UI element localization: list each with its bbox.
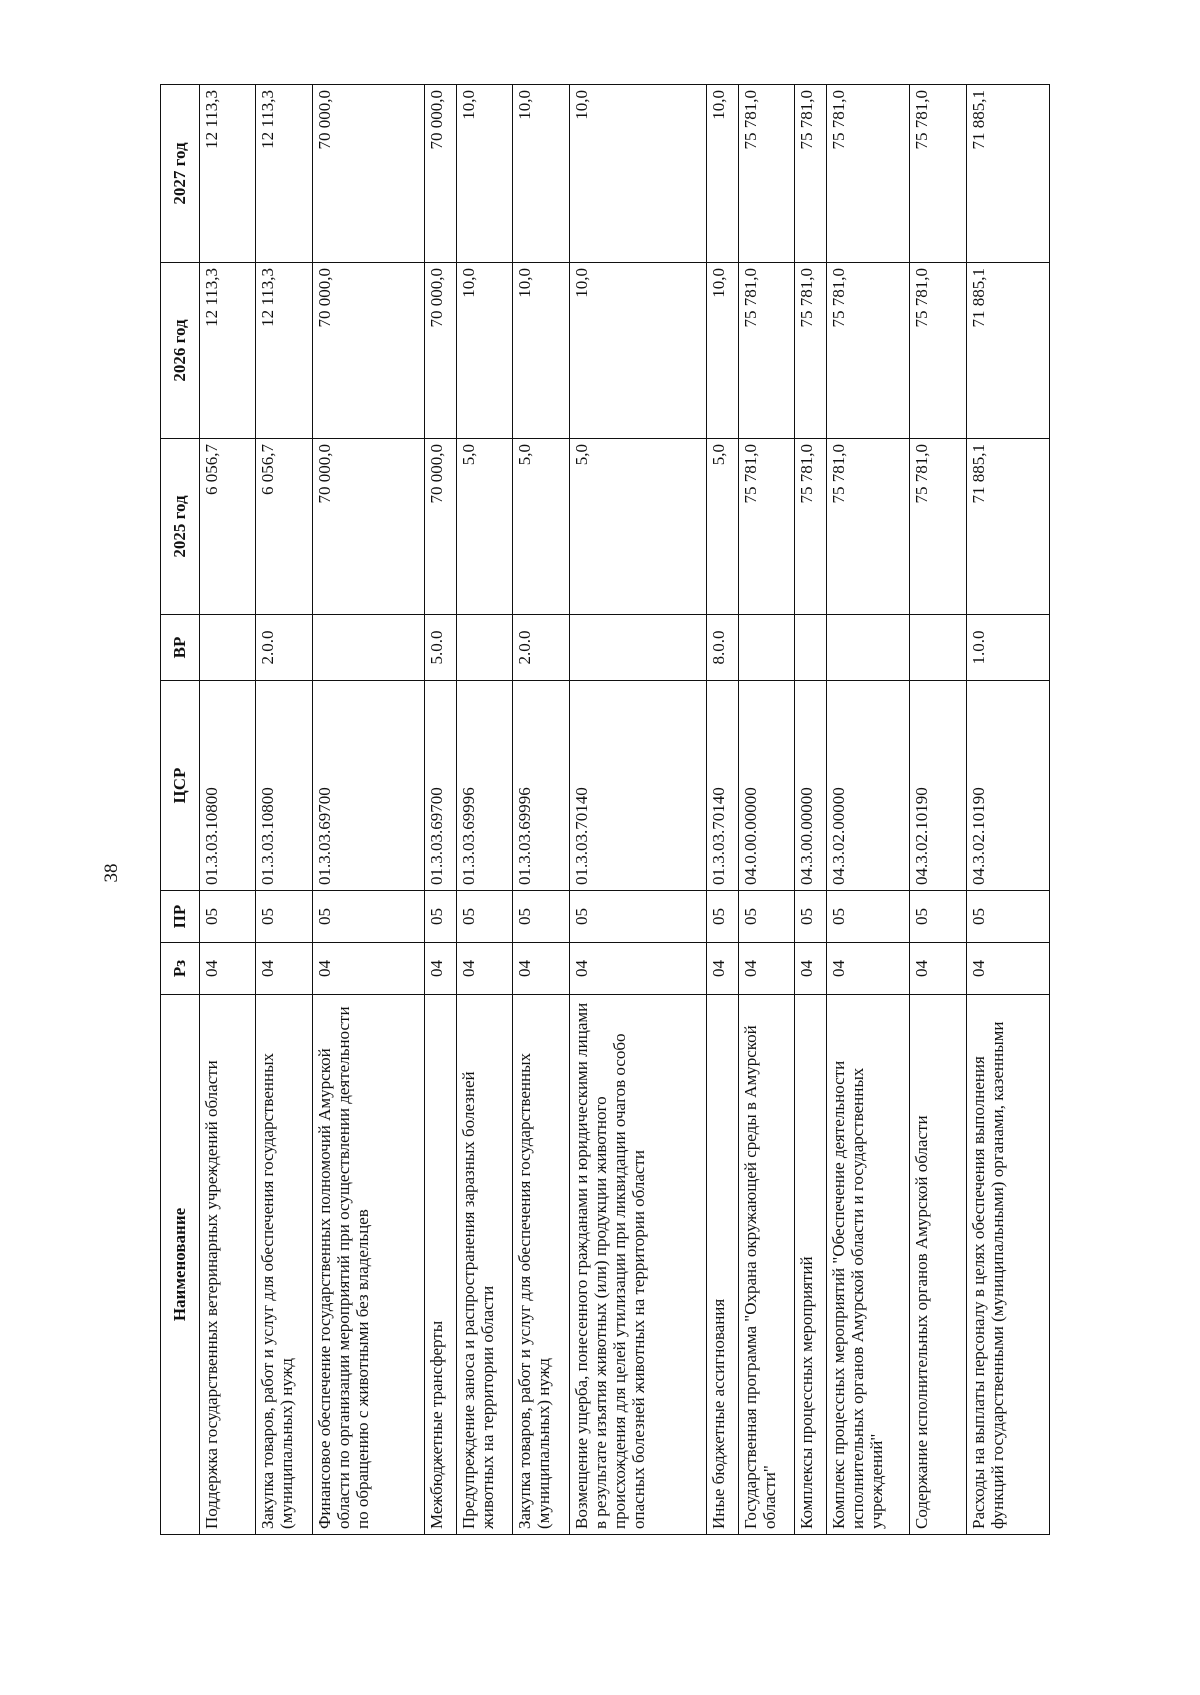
row-vr [826,615,909,681]
row-vr [569,615,707,681]
row-vr: 8.0.0 [707,615,739,681]
table-header-row [161,85,200,1535]
row-name: Комплекс процессных мероприятий "Обеспечение деятельности исполнительных органов Амурской области и государственных учреждений" [826,995,909,1535]
row-rz: 04 [513,943,569,995]
row-name: Финансовое обеспечение государственных полномочий Амурской области по организации мероприятий при осуществлении деятельности по обращению с животными без владельцев [312,995,425,1535]
row-rz: 04 [569,943,707,995]
row-name: Государственная программа "Охрана окружающей среды в Амурской области" [738,995,794,1535]
row-2027: 70 000,0 [312,85,425,263]
header-name: Наименование [161,995,200,1535]
row-csr: 01.3.03.69700 [425,681,457,891]
row-2025: 70 000,0 [425,439,457,615]
row-2025: 5,0 [707,439,739,615]
row-2025: 6 056,7 [200,439,256,615]
row-csr: 01.3.03.10800 [200,681,256,891]
row-2027: 10,0 [569,85,707,263]
table-row [707,85,739,1535]
header-pr: ПР [161,891,200,943]
row-name: Комплексы процессных мероприятий [795,995,827,1535]
row-name: Межбюджетные трансферты [425,995,457,1535]
row-2025: 5,0 [513,439,569,615]
row-csr: 01.3.03.70140 [569,681,707,891]
row-pr: 05 [312,891,425,943]
row-vr [738,615,794,681]
row-2027: 10,0 [513,85,569,263]
row-csr: 04.0.00.00000 [738,681,794,891]
header-2026: 2026 год [161,263,200,439]
row-2025: 71 885,1 [966,439,1050,615]
row-2025: 5,0 [569,439,707,615]
budget-table [160,84,1050,1535]
row-csr: 04.3.00.00000 [795,681,827,891]
row-2025: 70 000,0 [312,439,425,615]
row-pr: 05 [256,891,312,943]
row-name: Предупреждение заноса и распространения заразных болезней животных на территории области [457,995,513,1535]
row-csr: 04.3.02.10190 [910,681,966,891]
row-rz: 04 [738,943,794,995]
row-rz: 04 [826,943,909,995]
row-2025: 75 781,0 [826,439,909,615]
row-name: Поддержка государственных ветеринарных учреждений области [200,995,256,1535]
header-csr: ЦСР [161,681,200,891]
table-row [910,85,966,1535]
row-2027: 75 781,0 [826,85,909,263]
row-csr: 01.3.03.70140 [707,681,739,891]
row-2025: 75 781,0 [795,439,827,615]
table-row [795,85,827,1535]
row-pr: 05 [513,891,569,943]
row-2026: 10,0 [569,263,707,439]
row-vr [457,615,513,681]
row-csr: 01.3.03.69996 [513,681,569,891]
row-2026: 70 000,0 [312,263,425,439]
row-pr: 05 [826,891,909,943]
header-rz: Рз [161,943,200,995]
row-2025: 75 781,0 [738,439,794,615]
row-rz: 04 [795,943,827,995]
table-row [256,85,312,1535]
row-rz: 04 [457,943,513,995]
row-pr: 05 [966,891,1050,943]
row-2026: 10,0 [457,263,513,439]
row-2026: 71 885,1 [966,263,1050,439]
row-2026: 75 781,0 [738,263,794,439]
row-name: Иные бюджетные ассигнования [707,995,739,1535]
table-row [312,85,425,1535]
row-2027: 75 781,0 [738,85,794,263]
table-row [738,85,794,1535]
header-vr: ВР [161,615,200,681]
row-csr: 04.3.02.00000 [826,681,909,891]
row-csr: 04.3.02.10190 [966,681,1050,891]
row-pr: 05 [569,891,707,943]
row-2027: 10,0 [707,85,739,263]
table-row [200,85,256,1535]
table-row [513,85,569,1535]
row-pr: 05 [738,891,794,943]
row-2027: 12 113,3 [200,85,256,263]
row-2026: 10,0 [707,263,739,439]
budget-table-container [160,85,1050,1535]
row-2027: 75 781,0 [910,85,966,263]
row-2027: 75 781,0 [795,85,827,263]
row-2026: 75 781,0 [795,263,827,439]
row-name: Расходы на выплаты персоналу в целях обеспечения выполнения функций государственными (муниципальными) органами, казенными [966,995,1050,1535]
row-rz: 04 [200,943,256,995]
row-2027: 71 885,1 [966,85,1050,263]
row-vr: 1.0.0 [966,615,1050,681]
table-row [966,85,1050,1535]
row-pr: 05 [910,891,966,943]
row-2025: 75 781,0 [910,439,966,615]
row-2026: 75 781,0 [910,263,966,439]
row-rz: 04 [707,943,739,995]
row-name: Содержание исполнительных органов Амурской области [910,995,966,1535]
row-2027: 70 000,0 [425,85,457,263]
row-2027: 12 113,3 [256,85,312,263]
row-rz: 04 [910,943,966,995]
row-2025: 6 056,7 [256,439,312,615]
row-2026: 12 113,3 [200,263,256,439]
row-2027: 10,0 [457,85,513,263]
row-rz: 04 [312,943,425,995]
row-csr: 01.3.03.69996 [457,681,513,891]
row-pr: 05 [425,891,457,943]
row-vr: 2.0.0 [256,615,312,681]
row-2026: 12 113,3 [256,263,312,439]
row-pr: 05 [200,891,256,943]
row-name: Закупка товаров, работ и услуг для обеспечения государственных (муниципальных) нужд [256,995,312,1535]
row-vr [795,615,827,681]
row-pr: 05 [457,891,513,943]
row-vr: 5.0.0 [425,615,457,681]
table-row [826,85,909,1535]
table-row [457,85,513,1535]
row-pr: 05 [795,891,827,943]
row-csr: 01.3.03.69700 [312,681,425,891]
row-vr: 2.0.0 [513,615,569,681]
row-vr [910,615,966,681]
row-pr: 05 [707,891,739,943]
header-2025: 2025 год [161,439,200,615]
row-rz: 04 [425,943,457,995]
row-rz: 04 [256,943,312,995]
row-2026: 10,0 [513,263,569,439]
row-name: Закупка товаров, работ и услуг для обеспечения государственных (муниципальных) нужд [513,995,569,1535]
row-vr [200,615,256,681]
row-vr [312,615,425,681]
table-row [425,85,457,1535]
row-csr: 01.3.03.10800 [256,681,312,891]
row-2026: 75 781,0 [826,263,909,439]
row-2026: 70 000,0 [425,263,457,439]
row-rz: 04 [966,943,1050,995]
row-2025: 5,0 [457,439,513,615]
header-2027: 2027 год [161,85,200,263]
page-number: 38 [101,863,122,883]
row-name: Возмещение ущерба, понесенного гражданами и юридическими лицами в результате изъятия животных (или) продукции животного происхождения для целей утилизации при ликвидации очагов особо опасных болезней животных на территории области [569,995,707,1535]
table-row [569,85,707,1535]
